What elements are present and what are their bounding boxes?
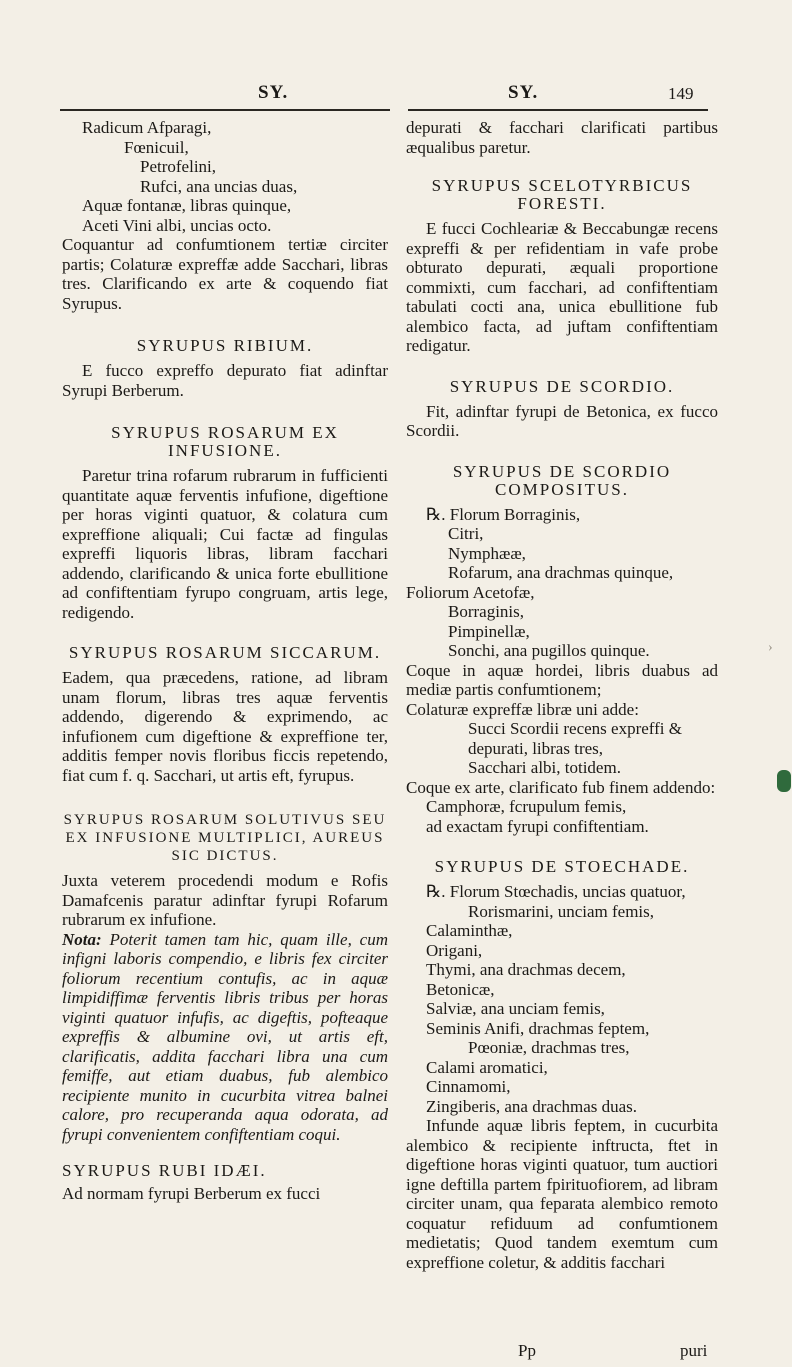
right-column — [406, 118, 718, 1272]
recipe-line: depurati, libras tres, — [468, 738, 604, 758]
margin-mark-icon: › — [768, 640, 773, 655]
section-heading: SYRUPUS DE SCORDIO COMPOSITUS. — [452, 461, 672, 499]
paragraph: Colaturæ expreffæ libræ uni adde: — [406, 699, 639, 719]
recipe-line: Sacchari albi, totidem. — [468, 758, 621, 777]
paragraph: Coquantur ad confumtionem tertiæ circiter partis; Colaturæ expreffæ adde Sacchari, libras tres. Clarificando ex arte & coquendo fiat Syrupus. — [62, 235, 388, 313]
recipe-line: Rofarum, ana drachmas quinque, — [448, 563, 674, 582]
recipe-line: Pœoniæ, drachmas tres, — [468, 1038, 630, 1057]
section-heading: SYRUPUS DE STOECHADE. — [434, 857, 690, 876]
recipe-line: Calami aromatici, — [426, 1057, 548, 1077]
nota-paragraph — [62, 930, 388, 1145]
running-head-right: SY. — [508, 82, 539, 103]
section-heading: SYRUPUS ROSARUM EX INFUSIONE. — [111, 423, 339, 460]
running-head-left: SY. — [258, 82, 289, 103]
recipe-line: Pimpinellæ, — [448, 621, 530, 641]
recipe-line: Betonicæ, — [426, 979, 495, 999]
section-heading: SYRUPUS ROSARUM SICCARUM. — [68, 643, 382, 662]
recipe-line: Radicum Afparagi, — [82, 118, 212, 137]
signature-mark: Pp — [518, 1341, 536, 1360]
recipe-line: Origani, — [426, 940, 483, 960]
paragraph: Fit, adinftar fyrupi de Betonica, ex fucco Scordii. — [406, 401, 718, 440]
left-column — [62, 118, 388, 1204]
recipe-line: Borraginis, — [448, 602, 525, 621]
nota-text: Poterit tamen tam hic, quam ille, cum infigni laboris compendio, e libris fex circiter foliorum recentium contufis, ac in aquæ limpidiffimæ ferventis libris tribus per horas viginti quatuor infufis, ac digeftis, pofteaque expreffis & albumine ovi, ut artis eft, clarificatis, addita facchari libra una cum femiffe, aut etiam duabus, fub alembico recipiente munito in cucurbita vitrea balnei calore, pro recuperanda aqua odorata, ad fyrupi convenientem confiftentiam coqui. — [62, 929, 389, 1144]
paragraph: E fucci Cochleariæ & Beccabungæ recens expreffi & per refidentiam in vafe probe obturato depurati, æquali proportione commixti, cum facchari, ad confiftentiam tabulati cocti ana, unica ebullitione fub alembico facta, ad juftam confiftentiam redigatur. — [406, 219, 718, 355]
recipe-line: Salviæ, ana unciam femis, — [426, 999, 605, 1018]
section-heading: SYRUPUS ROSARUM SOLUTIVUS SEU EX INFUSIONE MULTIPLICI, AUREUS SIC DICTUS. — [63, 812, 387, 864]
recipe-line: Petrofelini, — [140, 157, 217, 176]
paragraph: Paretur trina rofarum rubrarum in fufficienti quantitate aquæ ferventis infufione, digeftione per horas viginti quatuor, & colatura cum expreffione aliquali; Cui factæ ad fingulas expreffi liquoris libras, libram facchari addendo, clarificando & unica forte ebullitione ad confiftentiam fyrupo congruam, artis lege, redigendo. — [62, 466, 388, 622]
recipe-line: Aceti Vini albi, uncias octo. — [82, 215, 272, 235]
catchword: puri — [680, 1341, 708, 1360]
nota-label: Nota: — [62, 929, 102, 949]
recipe-line: Nymphææ, — [448, 543, 526, 563]
recipe-line: Rorismarini, unciam femis, — [468, 901, 655, 921]
paragraph: Juxta veterem procedendi modum e Rofis Damafcenis paratur adinftar fyrupi Rofarum rubrarum ex infufione. — [62, 871, 388, 929]
page-number: 149 — [668, 84, 694, 103]
running-head — [0, 82, 792, 112]
header-rule-left — [60, 109, 390, 111]
page-edge-tab-icon — [777, 770, 791, 792]
paragraph: Coque ex arte, clarificato fub finem addendo: — [406, 777, 716, 797]
recipe-line: Camphoræ, fcrupulum femis, — [426, 797, 627, 816]
section-heading: SYRUPUS RUBI IDÆI. — [62, 1161, 267, 1180]
paragraph: Ad normam fyrupi Berberum ex fucci — [62, 1184, 321, 1203]
recipe-line: ℞. Florum Borraginis, — [426, 504, 581, 524]
recipe-line: ℞. Florum Stœchadis, uncias quatuor, — [426, 882, 686, 901]
recipe-line: Fœnicuil, — [124, 137, 189, 157]
recipe-line: Sonchi, ana pugillos quinque. — [448, 641, 650, 660]
paragraph: Eadem, qua præcedens, ratione, ad libram unam florum, libras tres aquæ ferventis addendo, digerendo & exprimendo, ac infufionem cum digeftione & expreffione ter, additis femper novis floribus ficcis repetendo, fiat cum f. q. Sacchari, ut artis eft, fyrupus. — [62, 668, 388, 785]
recipe-line: Seminis Anifi, drachmas feptem, — [426, 1018, 650, 1038]
recipe-line: Cinnamomi, — [426, 1077, 511, 1096]
paragraph: Infunde aquæ libris feptem, in cucurbita alembico & recipiente inftructa, ftet in digeftione horas viginti quatuor, tum auctiori igne deftilla partem fpirituofiorem, ad libram circiter unam, qua feparata alembico remoto coquatur refiduum ad confumtionem medietatis; Quod tandem exemtum cum expreffione coletur, & additis facchari — [406, 1116, 718, 1272]
header-rule-right — [408, 109, 708, 111]
section-heading: SYRUPUS SCELOTYRBICUS FORESTI. — [431, 176, 693, 213]
recipe-line: Succi Scordii recens expreffi & — [468, 719, 683, 738]
recipe-line: Citri, — [448, 524, 484, 543]
recipe-line: Thymi, ana drachmas decem, — [426, 960, 626, 979]
paragraph: E fucco expreffo depurato fiat adinftar Syrupi Berberum. — [62, 361, 388, 400]
section-heading: SYRUPUS DE SCORDIO. — [449, 376, 675, 396]
recipe-line: Zingiberis, ana drachmas duas. — [426, 1096, 638, 1116]
section-heading: SYRUPUS RIBIUM. — [136, 336, 314, 355]
recipe-line: Foliorum Acetofæ, — [406, 582, 535, 602]
recipe-line: Aquæ fontanæ, libras quinque, — [82, 196, 292, 215]
paragraph: depurati & facchari clarificati partibus æqualibus paretur. — [406, 118, 718, 157]
recipe-line: ad exactam fyrupi confiftentiam. — [426, 816, 649, 836]
recipe-line: Calaminthæ, — [426, 921, 513, 940]
recipe-line: Rufci, ana uncias duas, — [140, 176, 298, 196]
paragraph: Coque in aquæ hordei, libris duabus ad mediæ partis confumtionem; — [406, 660, 718, 699]
